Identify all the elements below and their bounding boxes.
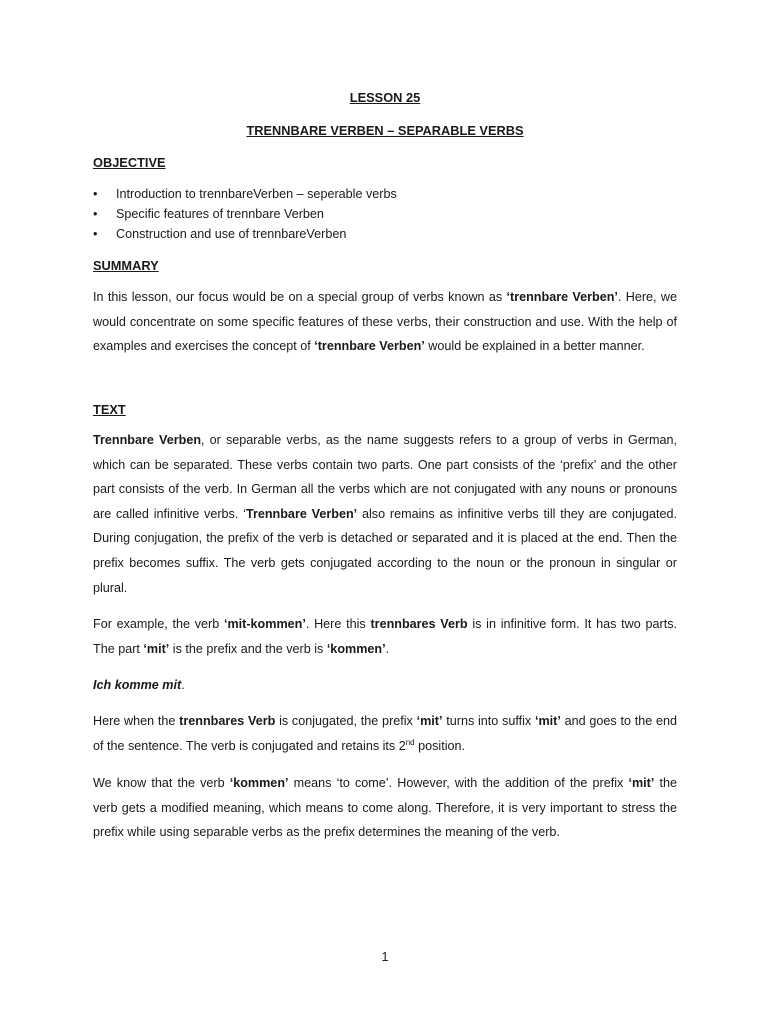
bullet-icon: • [93, 187, 98, 201]
paragraph-text: For example, the verb [93, 617, 224, 631]
lesson-title: LESSON 25 [349, 90, 421, 105]
term: ‘mit’ [143, 641, 170, 656]
term: ‘mit-kommen’ [223, 617, 306, 631]
summary-text: . Here, we would concentrate on some specific features of these verbs, their construction and use. With the help of examples and exercises the concept of [93, 290, 677, 354]
paragraph-text: is in infinitive form. It has two parts. The part [93, 617, 678, 656]
objective-item-1: Introduction to trennbareVerben – seperable verbs [116, 187, 397, 201]
paragraph-text: . Here this [305, 617, 371, 631]
objective-item-3: Construction and use of trennbareVerben [116, 227, 347, 241]
summary-term: ‘trennbare Verben’ [506, 290, 618, 304]
objective-list [93, 184, 677, 244]
term: trennbares Verb [370, 617, 468, 631]
paragraph-text: and goes to the end of the sentence. The verb is conjugated and retains its 2 [93, 714, 677, 753]
summary-paragraph [93, 285, 677, 359]
summary-term: ‘trennbare Verben’ [314, 339, 425, 354]
text-paragraph-2 [93, 612, 677, 661]
text-heading: TEXT [93, 402, 126, 417]
example-sentence [93, 673, 677, 698]
objective-item-2: Specific features of trennbare Verben [116, 207, 324, 221]
superscript: nd [405, 737, 415, 747]
term: Trennbare Verben [93, 433, 202, 447]
list-item [93, 224, 677, 244]
paragraph-text: . [181, 678, 185, 692]
objective-heading: OBJECTIVE [93, 155, 166, 170]
page-number: 1 [381, 950, 389, 964]
paragraph-text: Here when the [93, 714, 180, 728]
paragraph-text: also remains as infinitive verbs till they are conjugated. During conjugation, the prefix of the verb is detached or separated and it is placed at the end. Then the prefix becomes suffix. The verb gets conjugated according to the noun or the pronoun in singular or plural. [93, 506, 677, 595]
paragraph-text: . [385, 641, 390, 656]
term: ‘kommen’ [326, 641, 386, 656]
example-text: Ich komme mit [93, 678, 182, 692]
lesson-subtitle: TRENNBARE VERBEN – SEPARABLE VERBS [246, 123, 524, 138]
list-item [93, 184, 677, 204]
term: ‘kommen’ [229, 776, 289, 790]
term: ‘mit’ [628, 776, 655, 790]
bullet-icon: • [93, 207, 98, 221]
list-item [93, 204, 677, 224]
text-paragraph-4 [93, 771, 677, 845]
paragraph-text: is the prefix and the verb is [169, 641, 327, 656]
bullet-icon: • [93, 227, 98, 241]
term: ‘mit’ [416, 714, 443, 728]
term: Trennbare Verben’ [245, 506, 358, 521]
text-paragraph-3 [93, 709, 677, 758]
term: ‘mit’ [534, 714, 561, 728]
paragraph-text: turns into suffix [442, 714, 535, 728]
paragraph-text: is conjugated, the prefix [275, 714, 417, 728]
paragraph-text: means ‘to come’. However, with the addition of the prefix [288, 776, 629, 790]
text-paragraph-1 [93, 428, 677, 600]
summary-text: In this lesson, our focus would be on a special group of verbs known as [93, 290, 507, 304]
paragraph-text: We know that the verb [93, 776, 230, 790]
summary-heading: SUMMARY [93, 258, 159, 273]
term: trennbares Verb [179, 714, 276, 728]
paragraph-text: the verb gets a modified meaning, which means to come along. Therefore, it is very important to stress the prefix while using separable verbs as the prefix determines the meaning of the verb. [93, 776, 677, 840]
paragraph-text: , or separable verbs, as the name suggests refers to a group of verbs in German, which can be separated. These verbs contain two parts. One part consists of the ‘prefix’ and the other part consists of the verb. In German all the verbs which are not conjugated with any nouns or pronouns are called infinitive verbs. ‘ [93, 433, 677, 521]
paragraph-text: position. [414, 738, 466, 753]
summary-text: would be explained in a better manner. [424, 339, 645, 354]
